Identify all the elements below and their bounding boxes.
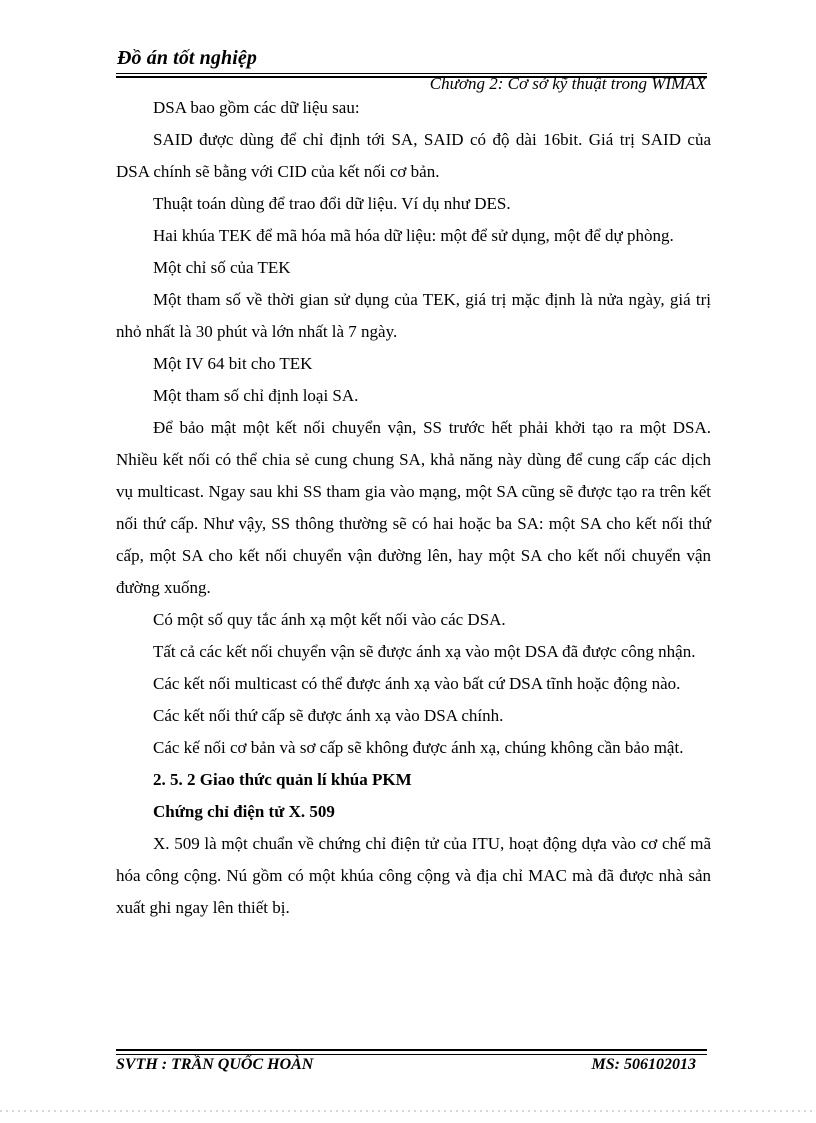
paragraph-tek-keys: Hai khúa TEK để mã hóa mã hóa dữ liệu: một để sử dụng, một để dự phòng. <box>153 226 674 245</box>
paragraph-tek-index: Một chỉ số của TEK <box>153 258 291 277</box>
paragraph-multicast-mapping: Các kết nối multicast có thể được ánh xạ vào bất cứ DSA tĩnh hoặc động nào. <box>153 674 681 693</box>
subsection-heading-x509: Chứng chỉ điện tử X. 509 <box>153 802 335 821</box>
student-id: MS: 506102013 <box>591 1056 696 1073</box>
paragraph-algorithm: Thuật toán dùng để trao đổi dữ liệu. Ví dụ như DES. <box>153 194 511 213</box>
paragraph-secondary-mapping: Các kết nối thứ cấp sẽ được ánh xạ vào DSA chính. <box>153 706 504 725</box>
paragraph-transport-mapping: Tất cả các kết nối chuyển vận sẽ được ánh xạ vào một DSA đã được công nhận. <box>153 642 696 661</box>
paragraph-basic-primary: Các kế nối cơ bản và sơ cấp sẽ không được ánh xạ, chúng không cần bảo mật. <box>153 738 684 757</box>
page-bottom-dots <box>0 1110 816 1112</box>
paragraph-mapping-rules: Có một số quy tắc ánh xạ một kết nối vào các DSA. <box>153 610 506 629</box>
document-title: Đồ án tốt nghiệp <box>117 47 257 69</box>
paragraph-x509: X. 509 là một chuẩn về chứng chỉ điện tử của ITU, hoạt động dựa vào cơ chế mã hóa công cộng. Nú gồm có một khúa công cộng và địa chỉ MAC mà đã được nhà sản xuất ghi ngay lên thiết bị. <box>116 834 711 917</box>
section-heading-pkm: 2. 5. 2 Giao thức quản lí khúa PKM <box>153 770 412 789</box>
student-name: SVTH : TRẦN QUỐC HOÀN <box>116 1056 314 1073</box>
footer-divider <box>116 1054 707 1055</box>
paragraph-said: SAID được dùng để chỉ định tới SA, SAID có độ dài 16bit. Giá trị SAID của DSA chính sẽ bằng với CID của kết nối cơ bản. <box>116 130 711 181</box>
paragraph-iv: Một IV 64 bit cho TEK <box>153 354 313 373</box>
chapter-heading: Chương 2: Cơ sở kỹ thuật trong WIMAX <box>429 74 706 93</box>
paragraph-security-connection: Để bảo mật một kết nối chuyển vận, SS trước hết phải khởi tạo ra một DSA. Nhiều kết nối có thể chia sẻ cung chung SA, khả năng này dùng để cung cấp các dịch vụ multicast. Ngay sau khi SS tham gia vào mạng, một SA cũng sẽ được tạo ra trên kết nối thứ cấp. Như vậy, SS thông thường sẽ có hai hoặc ba SA: một SA cho kết nối thứ cấp, một SA cho kết nối chuyển vận đường lên, hay một SA cho kết nối chuyển vận đường xuống. <box>116 418 711 597</box>
body-text <box>116 92 711 924</box>
paragraph-tek-lifetime: Một tham số về thời gian sử dụng của TEK, giá trị mặc định là nửa ngày, giá trị nhỏ nhất là 30 phút và lớn nhất là 7 ngày. <box>116 290 711 341</box>
paragraph-dsa-intro: DSA bao gồm các dữ liệu sau: <box>153 98 360 117</box>
footer-divider-thick <box>116 1049 707 1051</box>
paragraph-sa-type: Một tham số chỉ định loại SA. <box>153 386 359 405</box>
